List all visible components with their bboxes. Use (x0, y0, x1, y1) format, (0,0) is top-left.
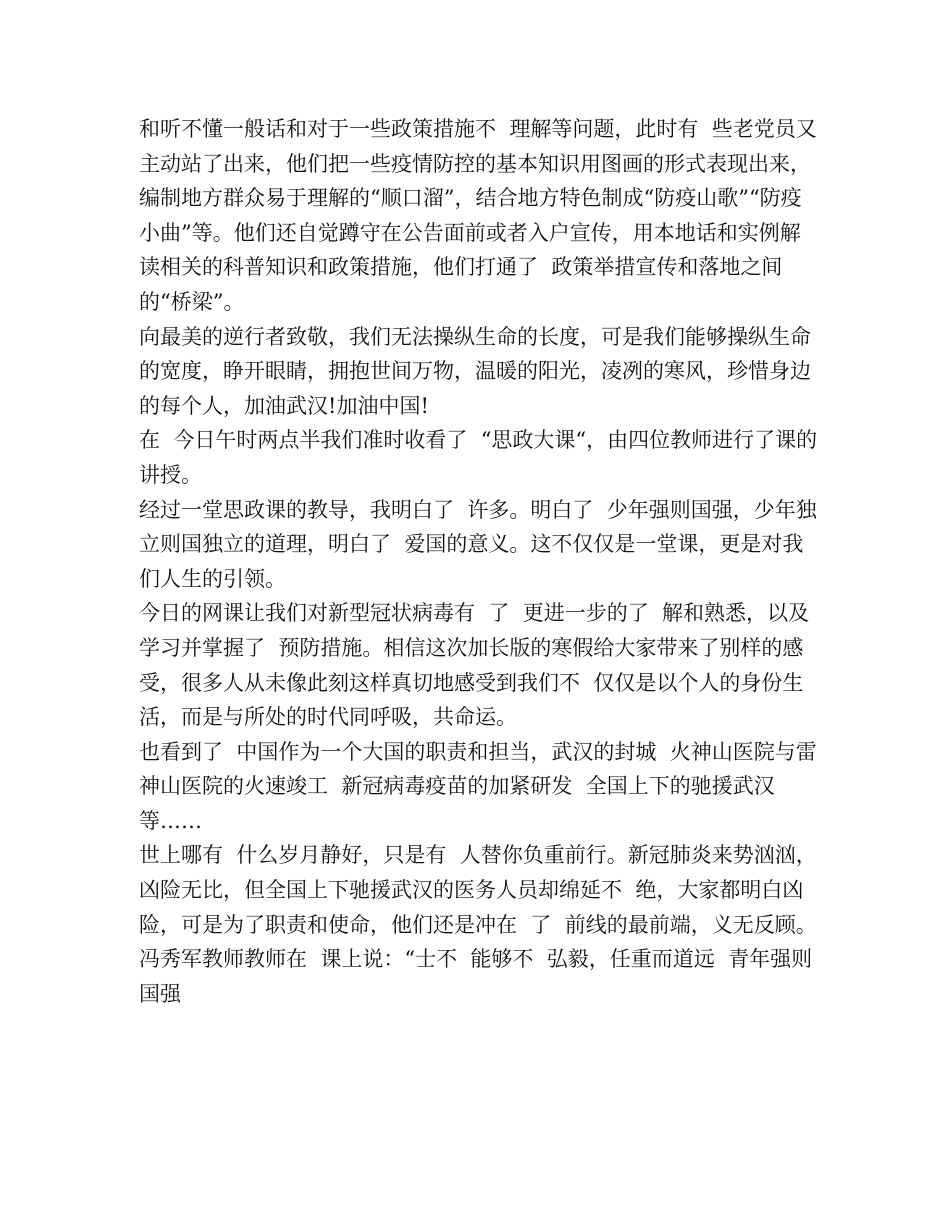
paragraph-7: 世上哪有 什么岁月静好，只是有 人替你负重前行。新冠肺炎来势汹汹，凶险无比，但全国上下驰援武汉的医务人员却绵延不 绝，大家都明白凶险，可是为了职责和使命，他们还是冲在 了 前线的最前端，义无反顾。 (139, 843, 817, 937)
paragraph-3: 在 今日午时两点半我们准时收看了 “思政大课“，由四位教师进行了课的讲授。 (139, 428, 818, 487)
paragraph-8: 冯秀军教师教师在 课上说：“士不 能够不 弘毅，任重而道远 青年强则国强 (139, 947, 813, 1006)
paragraph-2: 向最美的逆行者致敬，我们无法操纵生命的长度，可是我们能够操纵生命的宽度，睁开眼睛，拥抱世间万物，温暖的阳光，凌冽的寒风，珍惜身边的每个人，加油武汉!加油中国! (139, 324, 811, 418)
paragraph-1: 和听不懂一般话和对于一些政策措施不 理解等问题，此时有 些老党员又主动站了出来，他们把一些疫情防控的基本知识用图画的形式表现出来，编制地方群众易于理解的“顺口溜”，结合地方特色制成“防疫山歌”“防疫小曲”等。他们还自觉蹲守在公告面前或者入户宣传，用本地话和实例解读相关的科普知识和政策措施，他们打通了 政策举措宣传和落地之间的“桥梁”。 (139, 117, 817, 314)
paragraph-6: 也看到了 中国作为一个大国的职责和担当，武汉的封城 火神山医院与雷神山医院的火速竣工 新冠病毒疫苗的加紧研发 全国上下的驰援武汉等…… (139, 739, 817, 833)
paragraph-5: 今日的网课让我们对新型冠状病毒有 了 更进一步的了 解和熟悉，以及 学习并掌握了 预防措施。相信这次加长版的寒假给大家带来了别样的感受，很多人从未像此刻这样真切地感受到我们不 仅仅是以个人的身份生活，而是与所处的时代同呼吸，共命运。 (139, 601, 823, 730)
paragraph-4: 经过一堂思政课的教导，我明白了 许多。明白了 少年强则国强，少年独立则国独立的道理，明白了 爱国的意义。这不仅仅是一堂课，更是对我们人生的引领。 (139, 497, 817, 591)
document-body (139, 112, 823, 1011)
